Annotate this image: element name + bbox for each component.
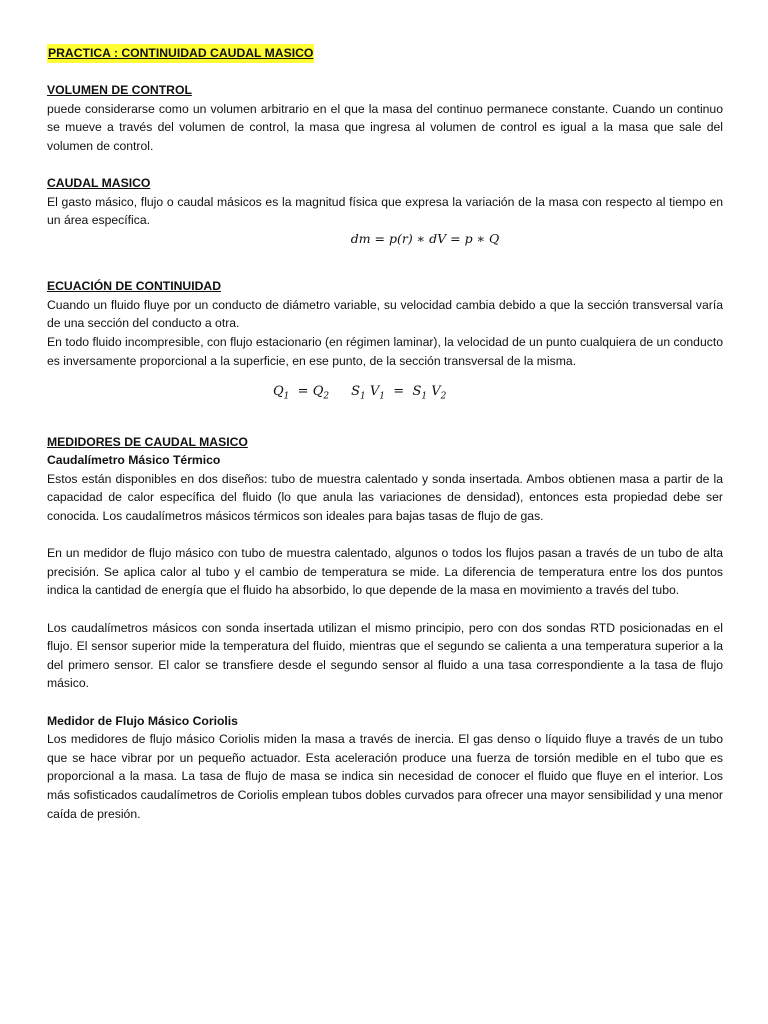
paragraph-termico-3: Los caudalímetros másicos con sonda insertada utilizan el mismo principio, pero con dos sondas RTD posicionadas en el flujo. El sensor superior mide la temperatura del fluido, mientras que el segundo se calienta a una temperatura superior a la del primero sensor. El calor se transfiere desde el segundo sensor al fluido a una tasa correspondiente a la tasa de flujo másico.: [47, 620, 723, 691]
formula-continuidad: $Q_1 = Q_2$ $S_1$ $V_1 = S_1$ $V_2$: [273, 384, 447, 402]
paragraph-ecuacion-2: En todo fluido incompresible, con flujo estacionario (en régimen laminar), la velocidad de un punto cualquiera de un conducto es inversamente proporcional a la superficie, en ese punto, de la sección transversal de la misma.: [47, 334, 723, 368]
paragraph-coriolis: Los medidores de flujo másico Coriolis miden la masa a través de inercia. El gas denso o líquido fluye a través de un tubo que se hace vibrar por un pequeño actuador. Esta aceleración produce una fuerza de torsión medible en el tubo que es proporcional a la masa. La tasa de flujo de masa se indica sin necesidad de conocer el fluido que fluye en el interior. Los más sofisticados caudalímetros de Coriolis emplean tubos dobles curvados para ofrecer una mayor sensibilidad y una menor caída de presión.: [47, 732, 723, 821]
subheading-coriolis: Medidor de Flujo Másico Coriolis: [47, 713, 238, 728]
formula-caudal-masico: dm = p(r) ∗ dV = p ∗ Q: [350, 230, 500, 246]
heading-caudal-masico: CAUDAL MASICO: [47, 176, 151, 191]
paragraph-ecuacion-1: Cuando un fluido fluye por un conducto de diámetro variable, su velocidad cambia debido a que la sección transversal varía de una sección del conducto a otra.: [47, 297, 723, 331]
subheading-caudalimetro-termico: Caudalímetro Másico Térmico: [47, 453, 221, 468]
paragraph-termico-1: Estos están disponibles en dos diseños: tubo de muestra calentado y sonda insertada. Ambos obtienen masa a partir de la capacidad de calor específica del fluido (lo que anula las variaciones de densidad), entonces esta propiedad debe ser conocida. Los caudalímetros másicos térmicos son ideales para bajas tasas de flujo de gas.: [47, 471, 723, 524]
heading-medidores-de-caudal-masico: MEDIDORES DE CAUDAL MASICO: [47, 434, 248, 449]
paragraph-caudal-masico: El gasto másico, flujo o caudal másicos es la magnitud física que expresa la variación de la masa con respecto al tiempo en un área específica.: [47, 194, 723, 228]
paragraph-termico-2: En un medidor de flujo másico con tubo de muestra calentado, algunos o todos los flujos pasan a través de un tubo de alta precisión. Se aplica calor al tubo y el cambio de temperatura se mide. La diferencia de temperatura entre los dos puntos indica la cantidad de energía que el fluido ha absorbido, lo que depende de la masa en movimiento a través del tubo.: [47, 546, 723, 598]
heading-volumen-de-control: VOLUMEN DE CONTROL: [47, 83, 192, 98]
document-title: PRACTICA : CONTINUIDAD CAUDAL MASICO: [47, 44, 314, 63]
paragraph-volumen-de-control: puede considerarse como un volumen arbitrario en el que la masa del continuo permanece constante. Cuando un continuo se mueve a través del volumen de control, la masa que ingresa al volumen de control es igual a la masa que sale del volumen de control.: [47, 101, 723, 153]
document-page: [47, 44, 723, 823]
heading-ecuacion-de-continuidad: ECUACIÓN DE CONTINUIDAD: [47, 279, 222, 294]
